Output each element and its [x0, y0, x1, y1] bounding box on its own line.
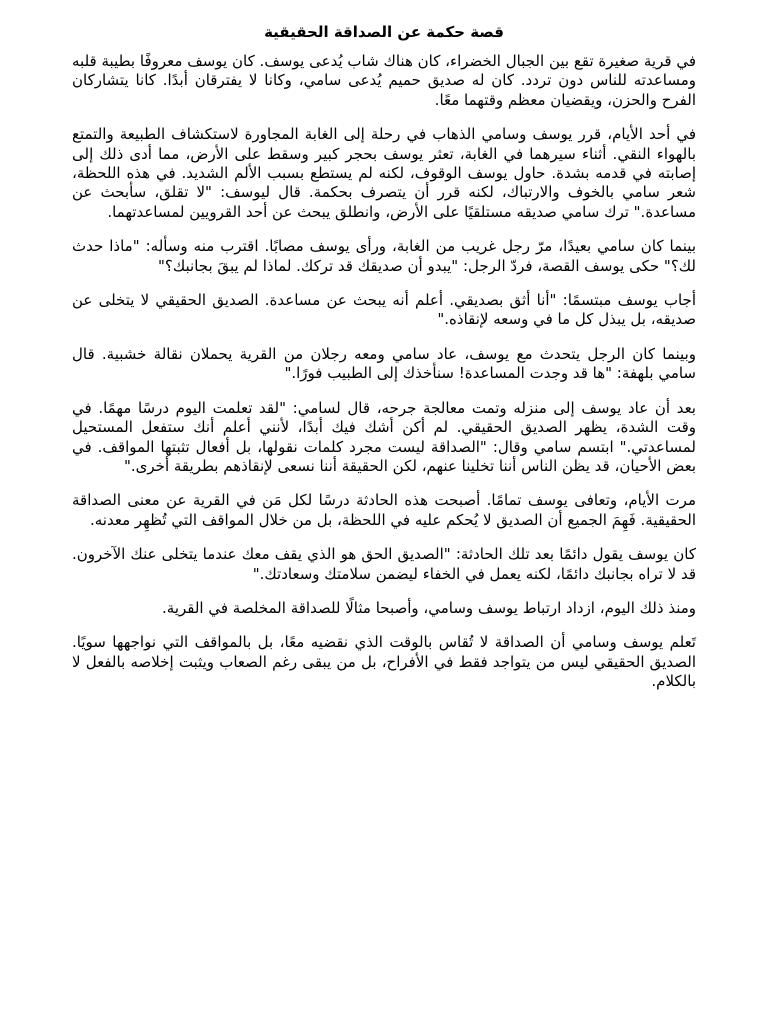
paragraph-1: في قرية صغيرة تقع بين الجبال الخضراء، كان هناك شاب يُدعى يوسف. كان يوسف معروفًا بطيبة قلبه ومساعدته للناس دون تردد. كان له صديق حميم يُدعى سامي، وكانا لا يفترقان أبدًا. كانا يتشاركان الفرح والحزن، ويقضيان معظم وقتهما معًا. [72, 52, 696, 109]
paragraph-9: ومنذ ذلك اليوم، ازداد ارتباط يوسف وسامي، وأصبحا مثالًا للصداقة المخلصة في القرية. [162, 598, 696, 617]
document-page [72, 22, 696, 707]
paragraph-3: بينما كان سامي بعيدًا، مرّ رجل غريب من الغابة، ورأى يوسف مصابًا. اقترب منه وسأله: "ماذا حدث لك؟" حكى يوسف القصة، فردّ الرجل: "يبدو أن صديقك قد تركك. لماذا لم يبقَ بجانبك؟" [72, 237, 696, 275]
paragraph-7: مرت الأيام، وتعافى يوسف تمامًا. أصبحت هذه الحادثة درسًا لكل مَن في القرية عن معنى الصداقة الحقيقية. فَهِمَ الجميع أن الصديق لا يُحكم عليه في اللحظة، بل من خلال المواقف التي تُظهِر معدنه. [72, 491, 696, 529]
paragraph-6: بعد أن عاد يوسف إلى منزله وتمت معالجة جرحه، قال لسامي: "لقد تعلمت اليوم درسًا مهمًا. في وقت الشدة، يظهر الصديق الحقيقي. لم أكن أشك فيك أبدًا، لأنني أعلم أنك ستفعل المستحيل لمساعدتي." ابتسم سامي وقال: "الصداقة ليست مجرد كلمات نقولها، بل أفعال تثبتها المواقف. في بعض الأحيان، قد يظن الناس أننا تخلينا عنهم، لكن الحقيقة أننا نسعى لإنقاذهم بطريقة أخرى." [72, 398, 696, 475]
paragraph-10: تَعلم يوسف وسامي أن الصداقة لا تُقاس بالوقت الذي نقضيه معًا، بل بالمواقف التي نواجهها سويًا. الصديق الحقيقي ليس من يتواجد فقط في الأفراح، بل من يبقى رغم الصعاب ويثبت إخلاصه بالفعل لا بالكلام. [72, 633, 696, 691]
document-title: قصة حكمة عن الصداقة الحقيقية [264, 23, 504, 41]
paragraph-2: في أحد الأيام، قرر يوسف وسامي الذهاب في رحلة إلى الغابة المجاورة لاستكشاف الطبيعة والتمتع بالهواء النقي. أثناء سيرهما في الغابة، تعثر يوسف بحجر كبير وسقط على الأرض، مما أدى ذلك إلى إصابته في قدمه بشدة. حاول يوسف الوقوف، لكنه لم يستطع بسبب الألم الشديد. في هذه اللحظة، شعر سامي بالخوف والارتباك، لكنه قرر أن يتصرف بحكمة. قال ليوسف: "لا تقلق، سأبحث عن مساعدة." ترك سامي صديقه مستلقيًا على الأرض، وانطلق يبحث عن أحد القرويين لمساعدتهما. [72, 125, 696, 221]
paragraph-4: أجاب يوسف مبتسمًا: "أنا أثق بصديقي. أعلم أنه يبحث عن مساعدة. الصديق الحقيقي لا يتخلى عن صديقه، بل يبذل كل ما في وسعه لإنقاذه." [72, 291, 696, 329]
paragraph-8: كان يوسف يقول دائمًا بعد تلك الحادثة: "الصديق الحق هو الذي يقف معك عندما يتخلى عنك الآخرون. قد لا تراه بجانبك دائمًا، لكنه يعمل في الخفاء ليضمن سلامتك وسعادتك." [72, 545, 696, 583]
paragraph-5: وبينما كان الرجل يتحدث مع يوسف، عاد سامي ومعه رجلان من القرية يحملان نقالة خشبية. قال سامي بلهفة: "ها قد وجدت المساعدة! سنأخذك إلى الطبيب فورًا." [72, 344, 696, 383]
